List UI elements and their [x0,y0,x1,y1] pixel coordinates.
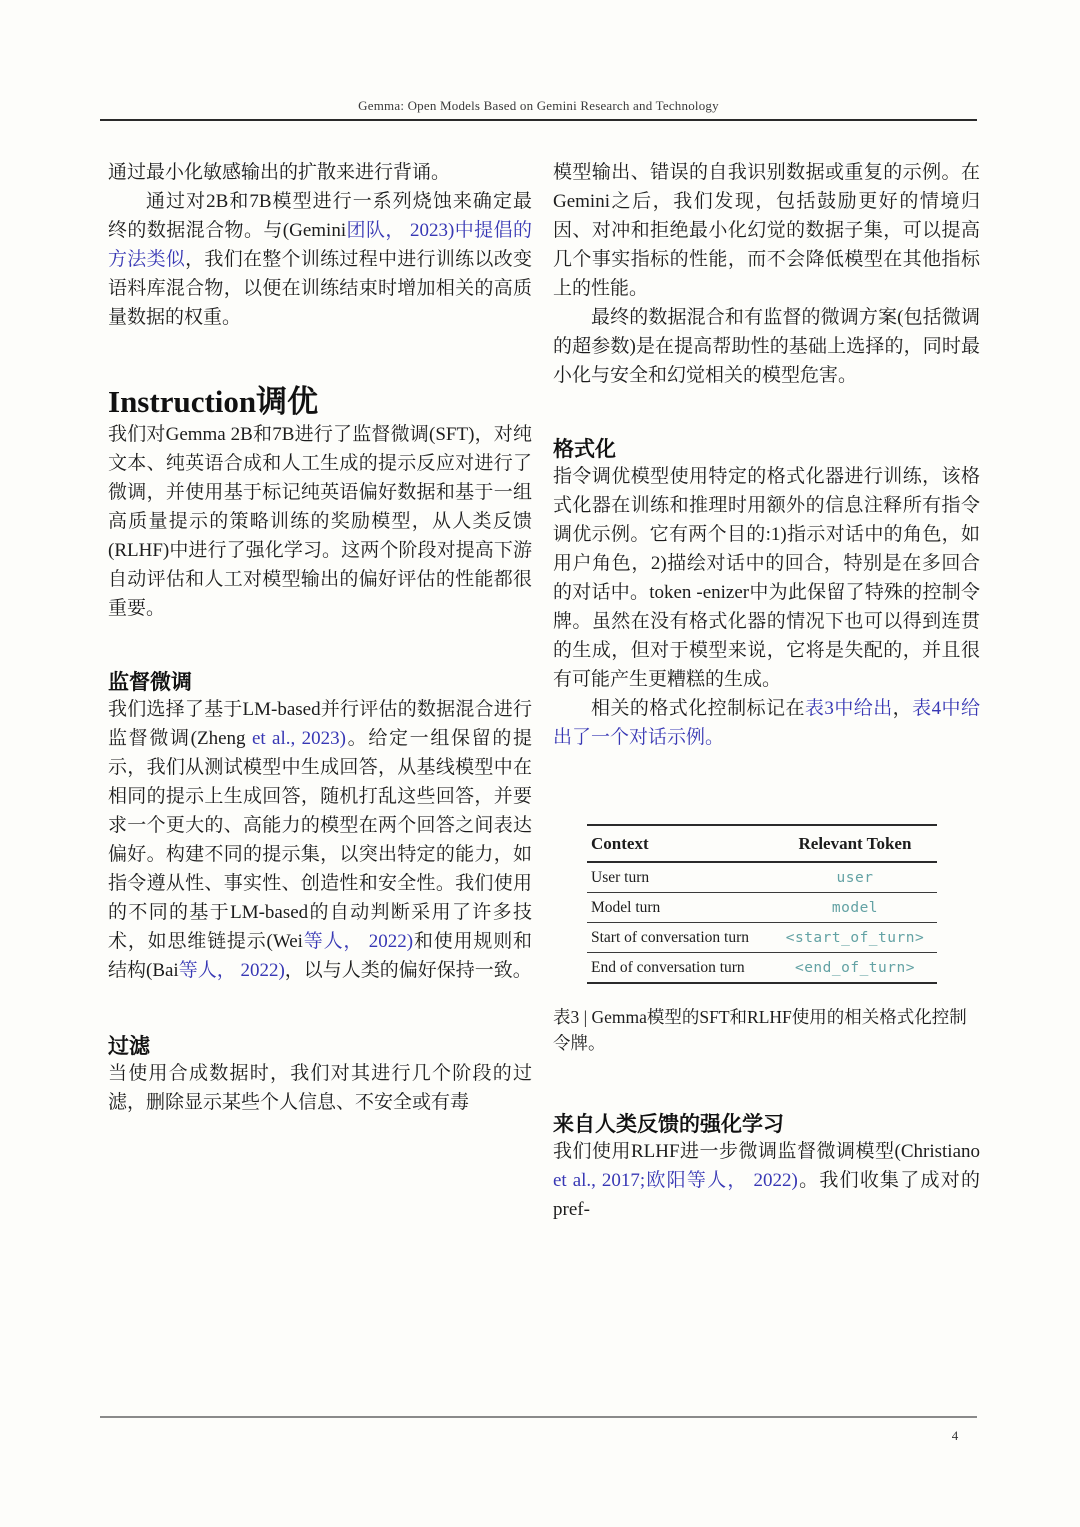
table-row [587,953,937,984]
table-cell-context: Model turn [587,893,773,923]
text-run: ，以与人类的偏好保持一致。 [284,960,532,981]
table-cell-context: End of conversation turn [587,953,773,984]
table-row [587,893,937,923]
table-cell-token: <start_of_turn> [773,923,937,953]
table-cell-context: Start of conversation turn [587,923,773,953]
table-cell-token: model [773,893,937,923]
table-row [587,923,937,953]
table3-reference-link[interactable]: 表3中给出 [804,698,893,719]
text-run: 通过对2B和7B模型进行一系列烧蚀来确定最终的数据混合物。与(Gemini [108,191,532,241]
paragraph: 最终的数据混合和有监督的微调方案(包括微调的超参数)是在提高帮助性的基础上选择的，同时最小化与安全和幻觉相关的模型危害。 [553,307,980,386]
citation-link-bai-2022[interactable]: 等人， 2022) [178,960,285,981]
paragraph: 模型输出、错误的自我识别数据或重复的示例。在Gemini之后，我们发现，包括鼓励更好的情境归因、对冲和拒绝最小化幻觉的数据子集，可以提高几个事实指标的性能，而不会降低模型在其他指标上的性能。 [553,162,980,299]
text-run: 相关的格式化控制标记在 [591,698,805,719]
paragraph: 通过最小化敏感输出的扩散来进行背诵。 [108,162,451,183]
table-cell-context: User turn [587,862,773,893]
citation-link-christiano-ouyang[interactable]: et al., 2017;欧阳等人， 2022) [553,1170,798,1191]
table-cell-token: user [773,862,937,893]
subsection-heading-rlhf: 来自人类反馈的强化学习 [553,1112,784,1136]
paragraph: 当使用合成数据时，我们对其进行几个阶段的过滤，删除显示某些个人信息、不安全或有毒 [108,1063,532,1113]
table-row [587,862,937,893]
right-column [553,158,980,1224]
paragraph [108,695,532,985]
text-run: 。我们收集了成对的pref- [553,1170,980,1220]
paragraph [553,1137,980,1224]
paragraph: 我们对Gemma 2B和7B进行了监督微调(SFT)，对纯文本、纯英语合成和人工生成的提示反应对进行了微调，并使用基于标记纯英语偏好数据和基于一组高质量提示的策略训练的奖励模型，从人类反馈(RLHF)中进行了强化学习。这两个阶段对提高下游自动评估和人工对模型输出的偏好评估的性能都很重要。 [108,424,532,619]
subsection-heading-supervised-finetuning: 监督微调 [108,670,192,694]
table3-caption: 表3 | Gemma模型的SFT和RLHF使用的相关格式化控制令牌。 [553,1007,967,1053]
text-run: ，我们在整个训练过程中进行训练以改变语料库混合物，以便在训练结束时增加相关的高质量数据的权重。 [108,249,532,328]
paragraph [553,694,980,752]
text-run: ， [892,698,913,719]
text-run: 我们使用RLHF进一步微调监督微调模型(Christiano [553,1141,980,1162]
table-cell-token: <end_of_turn> [773,953,937,984]
citation-link-gemini-2023[interactable]: 团队， 2023)中提倡的方法类似 [108,220,532,270]
paragraph: 指令调优模型使用特定的格式化器进行训练，该格式化器在训练和推理时用额外的信息注释所有指令调优示例。它有两个目的:1)指示对话中的角色，如用户角色，2)描绘对话中的回合，特别是在多回合的对话中。token -enizer中为此保留了特殊的控制令牌。虽然在没有格式化器的情况下也可以得到连贯的生成，但对于模型来说，它将是失配的，并且很有可能产生更糟糕的生成。 [553,466,980,690]
text-run: 。给定一组保留的提示，我们从测试模型中生成回答，从基线模型中在相同的提示上生成回答，随机打乱这些回答，并要求一个更大的、高能力的模型在两个回答之间表达偏好。构建不同的提示集，以突出特定的能力，如指令遵从性、事实性、创造性和安全性。我们使用的不同的基于LM-based的自动判断采用了许多技术，如思维链提示(Wei [108,728,532,952]
table-header-row [587,825,937,862]
text-run: 和使用规则和结构(Bai [108,931,533,981]
text-run: 我们选择了基于LM-based并行评估的数据混合进行监督微调(Zheng [108,699,532,749]
subsection-heading-formatting: 格式化 [553,437,616,461]
running-header-title: Gemma: Open Models Based on Gemini Research and Technology [358,98,719,113]
table-header-relevant-token: Relevant Token [773,825,937,862]
subsection-heading-filtering: 过滤 [108,1034,150,1058]
table-header-context: Context [587,825,773,862]
left-column [108,158,532,1117]
header-rule [100,119,977,121]
formatting-tokens-table [587,824,937,984]
page-number: 4 [951,1428,959,1443]
citation-link-wei-2022[interactable]: 等人， 2022) [302,931,414,952]
table4-reference-link[interactable]: 表4中给出了一个对话示例。 [553,698,980,748]
footer-rule [100,1416,977,1418]
paragraph [108,187,532,332]
citation-link-zheng-2023[interactable]: et al., 2023) [251,728,347,749]
section-heading-instruction-tuning: Instruction调优 [108,384,319,419]
